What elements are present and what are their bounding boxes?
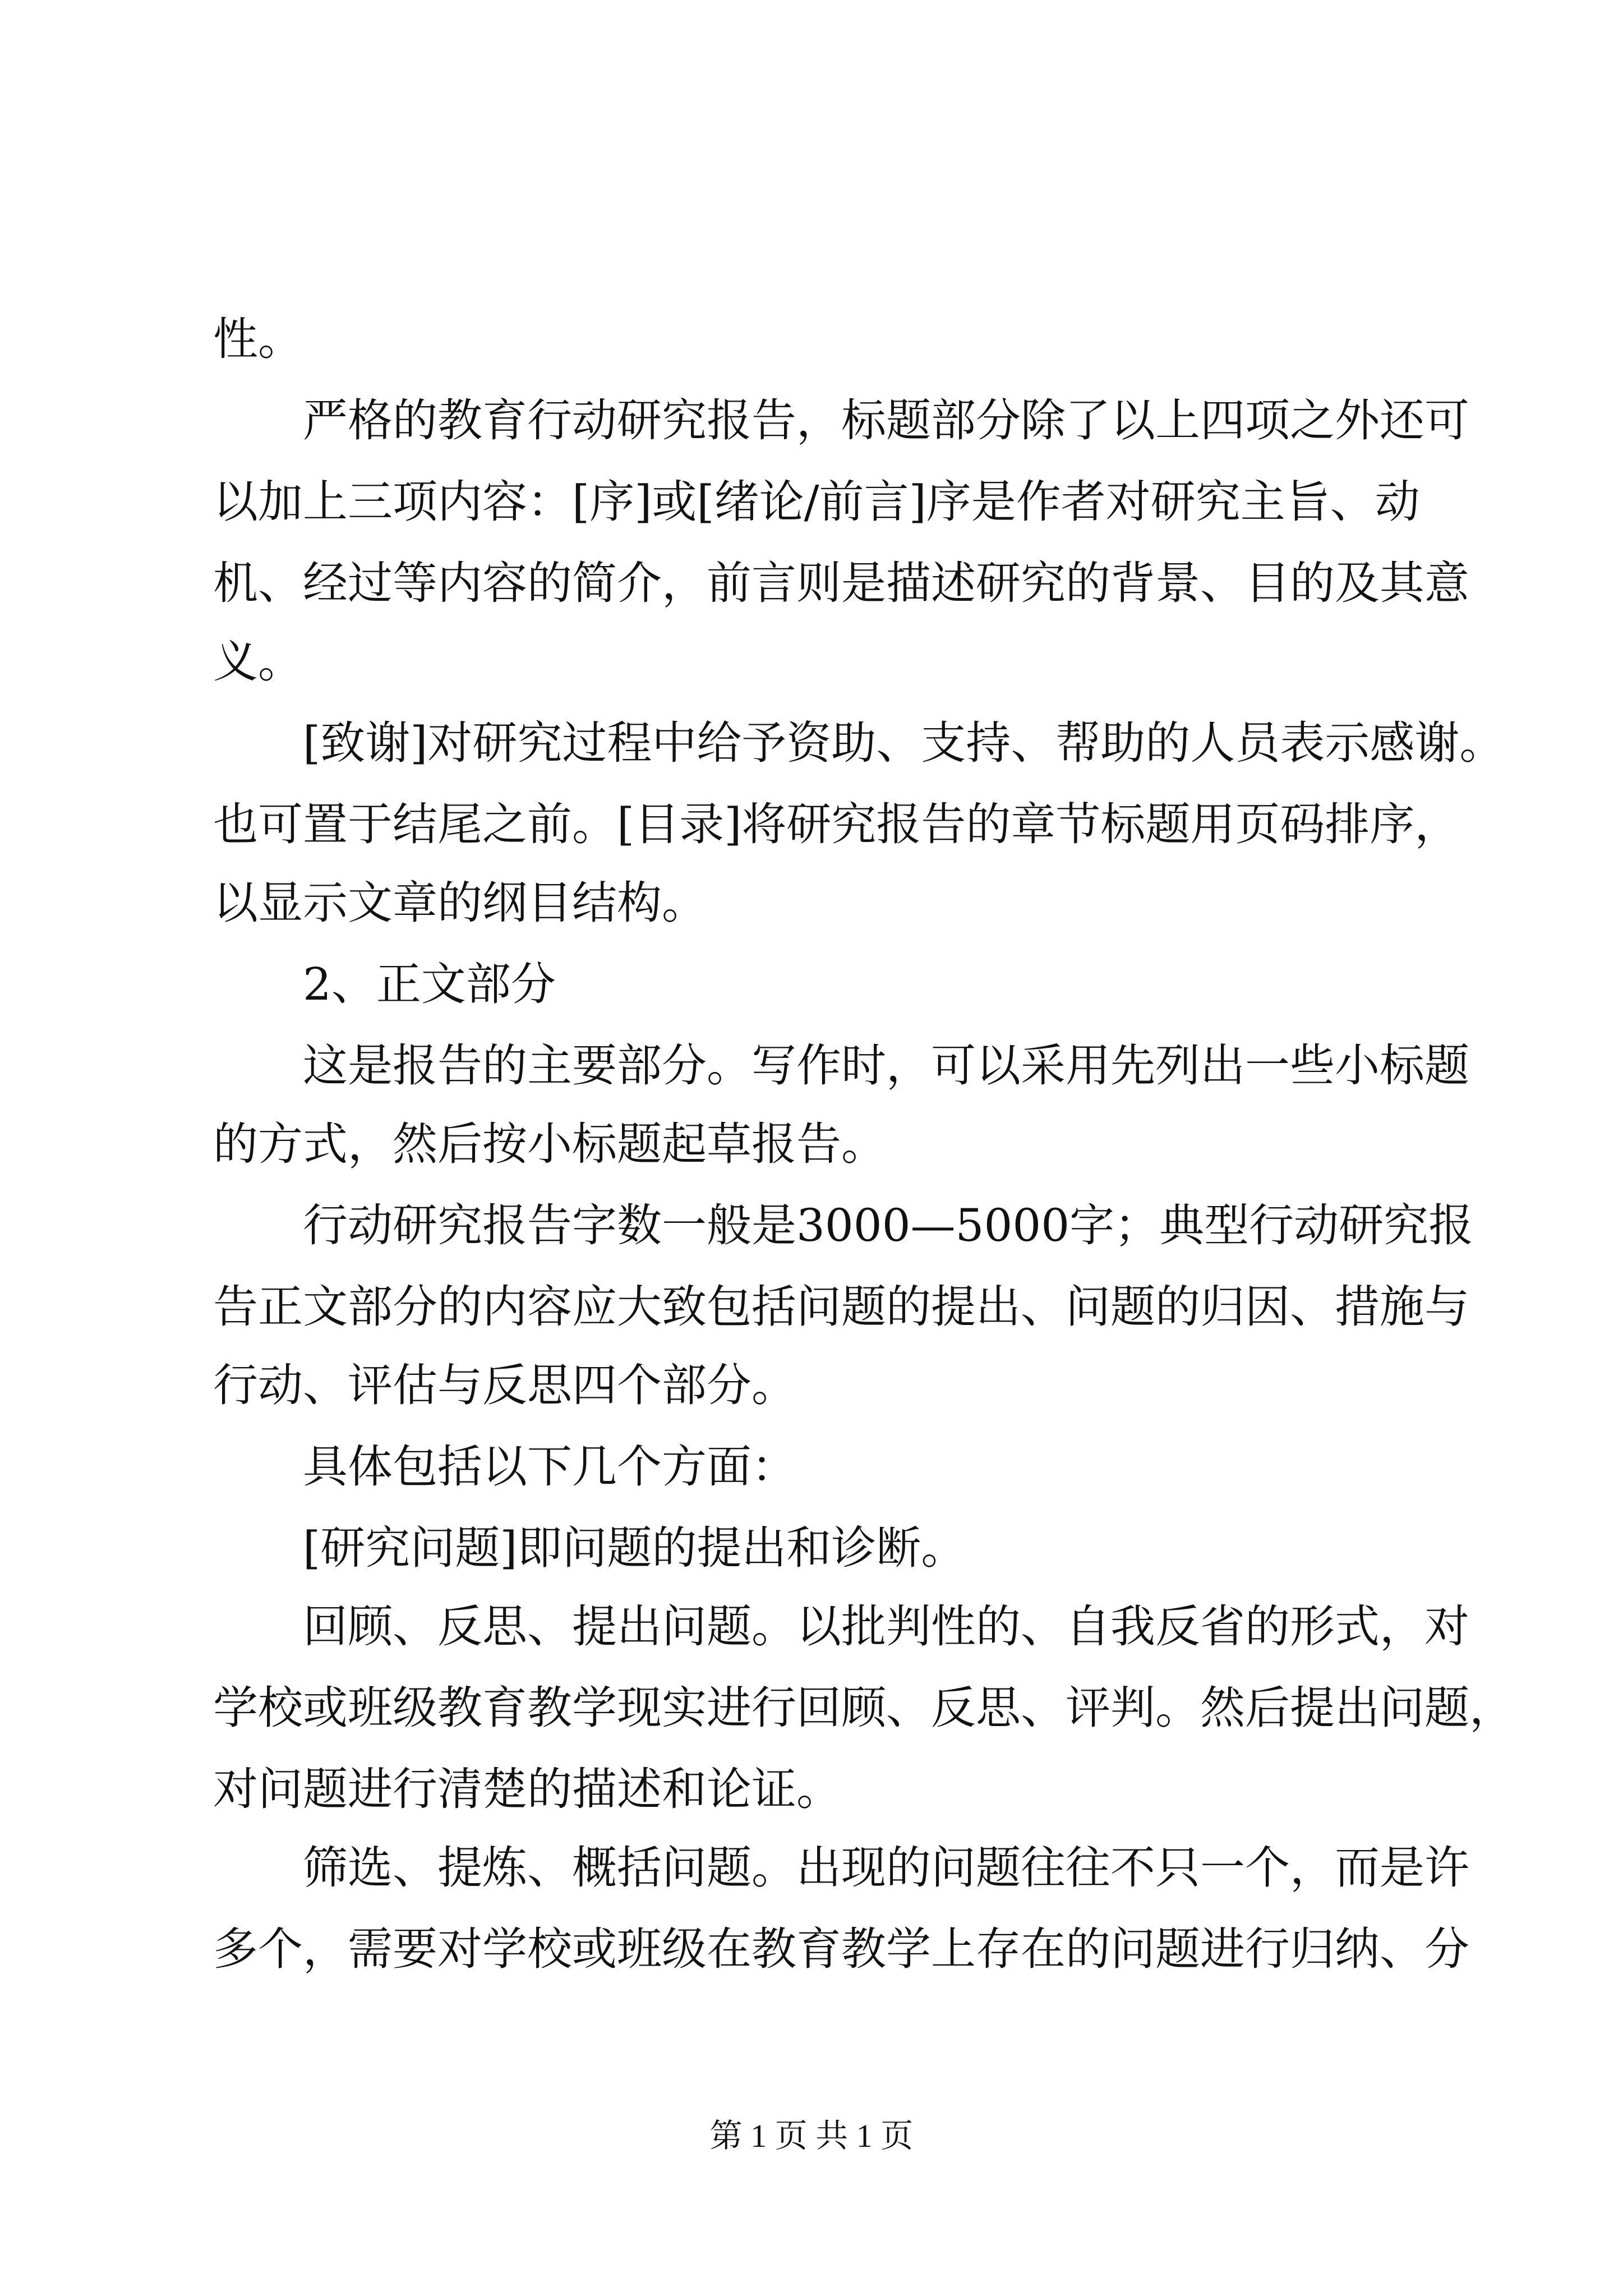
text-line: 告正文部分的内容应大致包括问题的提出、问题的归因、措施与	[213, 1281, 1469, 1333]
text-line: [致谢]对研究过程中给予资助、支持、帮助的人员表示感谢。	[303, 717, 1505, 769]
text-line: 学校或班级教育教学现实进行回顾、反思、评判。然后提出问题，	[213, 1682, 1514, 1734]
page-footer: 第 1 页 共 1 页	[709, 2118, 914, 2154]
text-line: 行动研究报告字数一般是3000—5000字；典型行动研究报	[303, 1199, 1474, 1251]
text-line: 回顾、反思、提出问题。以批判性的、自我反省的形式，对	[303, 1600, 1469, 1653]
text-line: 义。	[213, 636, 303, 688]
text-line: 性。	[213, 313, 303, 365]
text-line: 筛选、提炼、概括问题。出现的问题往往不只一个，而是许	[303, 1842, 1469, 1894]
text-line: 具体包括以下几个方面：	[303, 1441, 796, 1493]
text-line: 的方式，然后按小标题起草报告。	[213, 1118, 886, 1170]
text-line: 机、经过等内容的简介，前言则是描述研究的背景、目的及其意	[213, 557, 1469, 609]
text-line: 也可置于结尾之前。[目录]将研究报告的章节标题用页码排序，	[213, 798, 1460, 850]
section-heading: 2、正文部分	[303, 958, 556, 1010]
text-line: 以加上三项内容：[序]或[绪论/前言]序是作者对研究主旨、动	[213, 476, 1420, 528]
text-line: 多个，需要对学校或班级在教育教学上存在的问题进行归纳、分	[213, 1923, 1469, 1975]
text-line: 严格的教育行动研究报告，标题部分除了以上四项之外还可	[303, 394, 1469, 447]
text-line: 以显示文章的纲目结构。	[213, 877, 707, 929]
text-line: 对问题进行清楚的描述和论证。	[213, 1763, 841, 1815]
text-line: 这是报告的主要部分。写作时，可以采用先列出一些小标题	[303, 1039, 1469, 1092]
text-line: 行动、评估与反思四个部分。	[213, 1359, 796, 1411]
text-line: [研究问题]即问题的提出和诊断。	[303, 1522, 966, 1574]
